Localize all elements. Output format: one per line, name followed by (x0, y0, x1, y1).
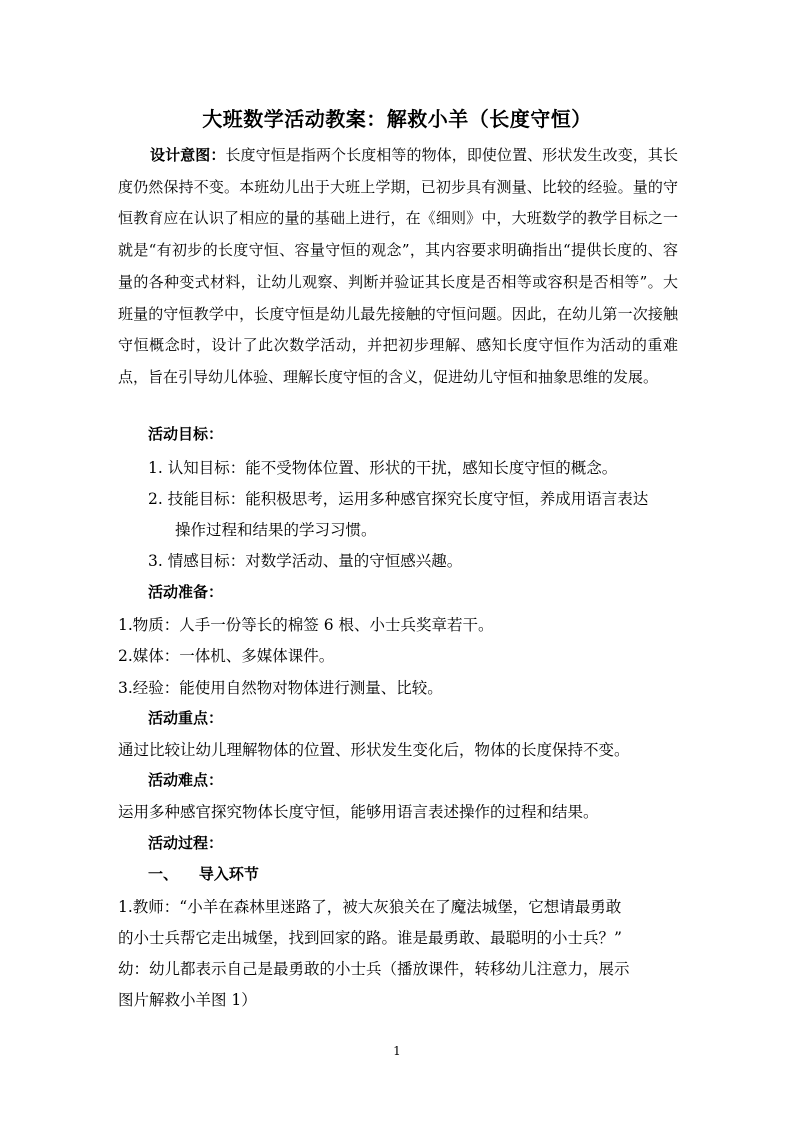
process-line-4: 图片解救小羊图 1） (118, 991, 257, 1009)
process-section-1: 一、 导入环节 (148, 865, 259, 883)
document-title: 大班数学活动教案：解救小羊（长度守恒） (202, 107, 592, 131)
goal-item-2: 2. 技能目标：能积极思考，运用多种感官探究长度守恒，养成用语言表达 (148, 490, 649, 508)
design-intent-paragraph (118, 140, 678, 394)
process-heading: 活动过程： (148, 834, 224, 852)
difficulty-heading: 活动难点： (148, 771, 224, 789)
goals-heading: 活动目标： (148, 425, 224, 443)
design-intent-label: 设计意图： (150, 146, 226, 164)
prep-heading: 活动准备： (148, 583, 224, 601)
prep-item-1: 1.物质：人手一份等长的棉签 6 根、小士兵奖章若干。 (118, 616, 494, 634)
prep-item-2: 2.媒体：一体机、多媒体课件。 (118, 647, 335, 665)
focus-text: 通过比较让幼儿理解物体的位置、形状发生变化后，物体的长度保持不变。 (118, 741, 630, 759)
goal-item-1: 1. 认知目标：能不受物体位置、形状的干扰，感知长度守恒的概念。 (148, 459, 618, 477)
goal-item-2-cont: 操作过程和结果的学习习惯。 (175, 521, 377, 539)
prep-item-3: 3.经验：能使用自然物对物体进行测量、比较。 (118, 679, 443, 697)
process-line-2: 的小士兵帮它走出城堡，找到回家的路。谁是最勇敢、最聪明的小士兵？” (118, 929, 622, 947)
page-number: 1 (393, 1044, 401, 1058)
goal-item-3: 3. 情感目标：对数学活动、量的守恒感兴趣。 (148, 552, 463, 570)
difficulty-text: 运用多种感官探究物体长度守恒，能够用语言表述操作的过程和结果。 (118, 803, 599, 821)
focus-heading: 活动重点： (148, 709, 224, 727)
design-intent-text: 长度守恒是指两个长度相等的物体，即使位置、形状发生改变，其长度仍然保持不变。本班幼儿出于大班上学期，已初步具有测量、比较的经验。量的守恒教育应在认识了相应的量的基础上进行，在《细则》中，大班数学的教学目标之一就是“有初步的长度守恒、容量守恒的观念”，其内容要求明确指出“提供长度的、容量的各种变式材料，让幼儿观察、判断并验证其长度是否相等或容积是否相等”。大班量的守恒教学中，长度守恒是幼儿最先接触的守恒问题。因此，在幼儿第一次接触守恒概念时，设计了此次数学活动，并把初步理解、感知长度守恒作为活动的重难点，旨在引导幼儿体验、理解长度守恒的含义，促进幼儿守恒和抽象思维的发展。 (118, 146, 678, 386)
process-line-1: 1.教师：“小羊在森林里迷路了，被大灰狼关在了魔法城堡，它想请最勇敢 (118, 898, 622, 916)
process-line-3: 幼：幼儿都表示自己是最勇敢的小士兵（播放课件，转移幼儿注意力，展示 (118, 960, 630, 978)
